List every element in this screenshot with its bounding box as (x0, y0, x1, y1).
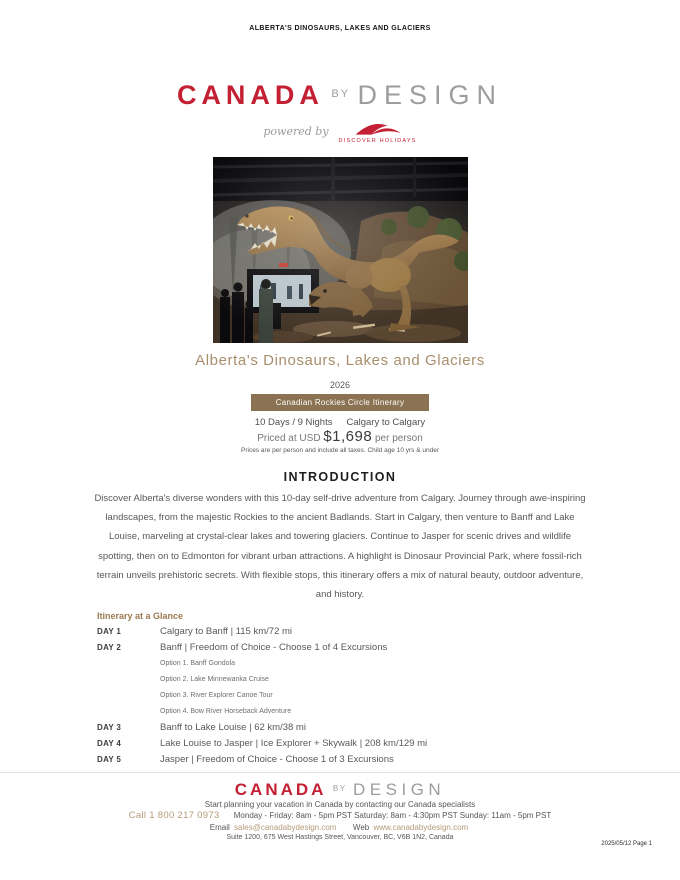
price-value: $1,698 (323, 428, 373, 445)
day-label: DAY 5 (97, 754, 122, 764)
email-label: Email (209, 823, 230, 832)
trip-meta (0, 417, 680, 428)
day-label: DAY 2 (97, 642, 122, 652)
itinerary-type-badge: Canadian Rockies Circle Itinerary (251, 394, 429, 411)
logo-word-design: DESIGN (357, 80, 504, 110)
footer-logo (0, 780, 680, 800)
price-prefix: Priced at USD (257, 433, 321, 444)
trip-title: Alberta's Dinosaurs, Lakes and Glaciers (195, 352, 485, 369)
glance-row-day4 (97, 735, 587, 751)
excursion-option: Option 1. Banff Gondola (160, 659, 235, 667)
glance-row-day5 (97, 751, 587, 767)
excursion-option: Option 2. Lake Minnewanka Cruise (160, 675, 269, 683)
day-description: Banff | Freedom of Choice - Choose 1 of 4 Excursions (160, 641, 388, 653)
footer-divider (0, 772, 680, 773)
day-description: Banff to Lake Louise | 62 km/38 mi (160, 721, 306, 733)
glance-heading: Itinerary at a Glance (97, 611, 184, 621)
price-note: Prices are per person and include all taxes. Child age 10 yrs & under (241, 447, 439, 454)
phone-number[interactable]: Call 1 800 217 0973 (128, 810, 220, 821)
office-hours: Monday - Friday: 8am - 5pm PST Saturday: 8am - 4:30pm PST Sunday: 11am - 5pm PST (233, 811, 552, 820)
day-description: Jasper | Freedom of Choice - Choose 1 of 3 Excursions (160, 753, 394, 765)
day-description: Calgary to Banff | 115 km/72 mi (160, 625, 293, 637)
email-link[interactable]: sales@canadabydesign.com (234, 823, 337, 832)
price-line (0, 428, 680, 445)
trip-year: 2026 (329, 380, 351, 390)
page-marker: 2025/05/12 Page 1 (601, 841, 652, 847)
footer-address: Suite 1200, 675 West Hastings Street, Vancouver, BC, V6B 1N2, Canada (226, 834, 454, 841)
trip-duration: 10 Days / 9 Nights (254, 417, 333, 428)
logo-word-canada: CANADA (176, 80, 324, 110)
footer-contact-line (0, 810, 680, 821)
discover-holidays-label: DISCOVER HOLIDAYS (338, 138, 417, 144)
itinerary-glance-table (97, 623, 587, 767)
web-label: Web (352, 823, 370, 832)
footer-tagline: Start planning your vacation in Canada by contacting our Canada specialists (204, 800, 476, 809)
footer-logo-canada: CANADA (234, 780, 327, 799)
day-label: DAY 3 (97, 722, 122, 732)
logo-word-by: BY (331, 88, 351, 100)
document-header-title: ALBERTA'S DINOSAURS, LAKES AND GLACIERS (249, 25, 431, 32)
hero-photo (213, 157, 468, 343)
mountain-swoosh-icon (352, 121, 404, 137)
powered-by-block (0, 121, 680, 144)
trip-route: Calgary to Calgary (346, 417, 426, 428)
powered-by-label: powered by (263, 125, 329, 138)
price-suffix: per person (375, 433, 423, 444)
glance-row-day1 (97, 623, 587, 639)
canada-by-design-logo (0, 80, 680, 111)
glance-row-day3 (97, 719, 587, 735)
footer-links-line (0, 823, 680, 832)
day-description: Lake Louise to Jasper | Ice Explorer + Skywalk | 208 km/129 mi (160, 737, 428, 749)
footer-logo-design: DESIGN (353, 780, 446, 799)
glance-row-day2 (97, 639, 587, 655)
trex-museum-exhibit-illustration (213, 157, 468, 343)
discover-holidays-logo (339, 121, 417, 144)
excursion-option: Option 3. River Explorer Canoe Tour (160, 691, 273, 699)
excursion-option: Option 4. Bow River Horseback Adventure (160, 707, 292, 715)
day-label: DAY 1 (97, 626, 122, 636)
introduction-paragraph: Discover Alberta's diverse wonders with this 10-day self-drive adventure from Calgary. Journey through awe-inspiring landscapes, from the majestic Rockies to the ancient Badlands. Start in Calgary, then venture to Banff and Lake Louise, marveling at crystal-clear lakes and towering glaciers. Continue to Jasper for scenic drives and wildlife spotting, then on to Edmonton for vibrant urban attractions. A highlight is Dinosaur Provincial Park, where fossil-rich terrain unveils prehistoric secrets. With flexible stops, this itinerary offers a mix of natural beauty, outdoor adventure, and history. (94, 493, 586, 601)
day-label: DAY 4 (97, 738, 122, 748)
website-link[interactable]: www.canadabydesign.com (373, 823, 469, 832)
introduction-heading: INTRODUCTION (283, 470, 397, 484)
footer-logo-by: BY (332, 784, 347, 793)
